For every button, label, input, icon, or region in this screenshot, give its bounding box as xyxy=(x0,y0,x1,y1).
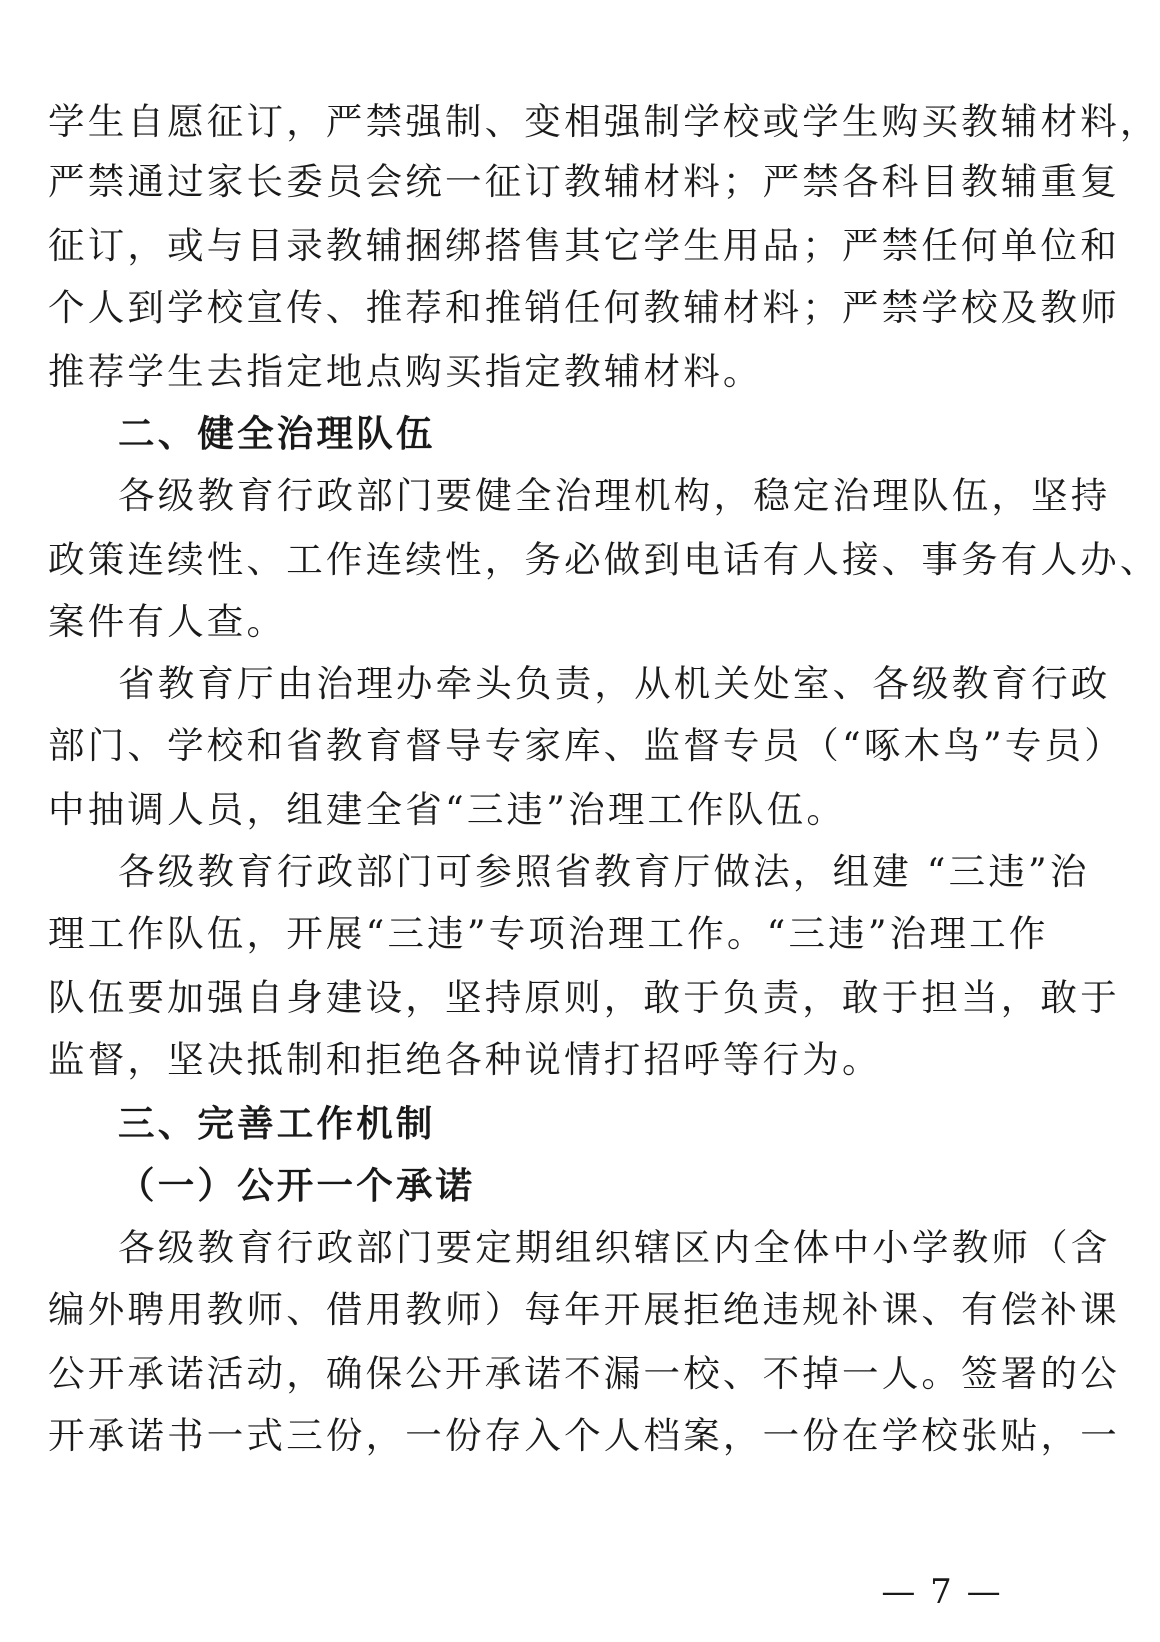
paragraph-line: 队伍要加强自身建设，坚持原则，敢于负责，敢于担当，敢于 xyxy=(48,976,1120,1019)
paragraph-line: 监督，坚决抵制和拒绝各种说情打招呼等行为。 xyxy=(48,1038,882,1081)
paragraph-line: 各级教育行政部门可参照省教育厅做法，组建 “三违”治 xyxy=(118,850,1090,893)
paragraph-line: 征订，或与目录教辅捆绑搭售其它学生用品；严禁任何单位和 xyxy=(48,224,1120,267)
paragraph-line: 开承诺书一式三份，一份存入个人档案，一份在学校张贴，一 xyxy=(48,1414,1120,1457)
subsection-heading: （一）公开一个承诺 xyxy=(118,1164,476,1207)
section-heading: 二、健全治理队伍 xyxy=(118,412,436,455)
section-heading: 三、完善工作机制 xyxy=(118,1102,436,1145)
paragraph-line: 各级教育行政部门要健全治理机构，稳定治理队伍，坚持 xyxy=(118,474,1111,517)
paragraph-line: 学生自愿征订，严禁强制、变相强制学校或学生购买教辅材料， xyxy=(48,100,1160,143)
paragraph-line: 政策连续性、工作连续性，务必做到电话有人接、事务有人办、 xyxy=(48,538,1160,581)
paragraph-line: 案件有人查。 xyxy=(48,600,287,643)
paragraph-line: 编外聘用教师、借用教师）每年开展拒绝违规补课、有偿补课 xyxy=(48,1288,1120,1331)
paragraph-line: 各级教育行政部门要定期组织辖区内全体中小学教师（含 xyxy=(118,1226,1111,1269)
paragraph-line: 严禁通过家长委员会统一征订教辅材料；严禁各科目教辅重复 xyxy=(48,160,1120,203)
paragraph-line: 个人到学校宣传、推荐和推销任何教辅材料；严禁学校及教师 xyxy=(48,286,1120,329)
paragraph-line: 推荐学生去指定地点购买指定教辅材料。 xyxy=(48,350,763,393)
paragraph-line: 部门、学校和省教育督导专家库、监督专员（“啄木鸟”专员） xyxy=(48,724,1124,767)
paragraph-line: 省教育厅由治理办牵头负责，从机关处室、各级教育行政 xyxy=(118,662,1111,705)
paragraph-line: 中抽调人员，组建全省“三违”治理工作队伍。 xyxy=(48,788,847,831)
paragraph-line: 理工作队伍，开展“三违”专项治理工作。“三违”治理工作 xyxy=(48,912,1049,955)
paragraph-line: 公开承诺活动，确保公开承诺不漏一校、不掉一人。签署的公 xyxy=(48,1352,1120,1395)
page-number: — 7 — xyxy=(881,1572,1003,1612)
